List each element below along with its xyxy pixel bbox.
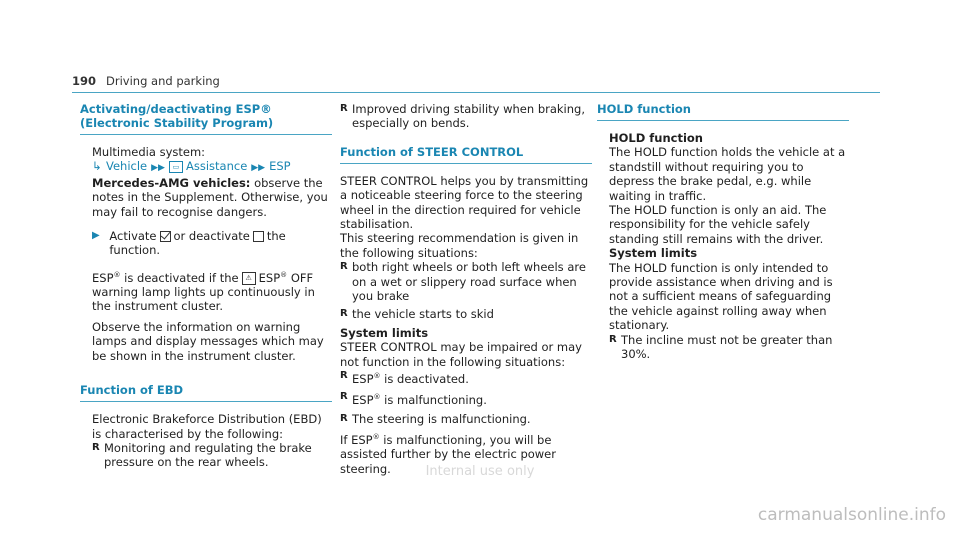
double-chevron-icon: ▶▶	[251, 163, 266, 174]
action-step	[92, 229, 332, 258]
list-item: R Improved driving stability when braking, especially on bends.	[340, 102, 585, 131]
ebd-text: Electronic Brakeforce Distribution (EBD) is characterised by the following:	[92, 412, 322, 441]
section-title: Driving and parking	[106, 74, 220, 88]
list-item: R ESP® is malfunctioning.	[340, 391, 487, 408]
action-activate: Activate	[109, 229, 157, 244]
list-item: R The incline must not be greater than 30%.	[609, 332, 833, 362]
steer-text: STEER CONTROL helps you by transmitting a noticeable steering force to the steering wheel in the direction required for vehicle stabilisation.	[340, 173, 589, 232]
amg-note	[92, 176, 332, 219]
checkbox-checked-icon	[160, 231, 171, 242]
system-limits-heading: System limits	[340, 325, 429, 340]
hook-arrow-icon: ↳	[92, 159, 102, 174]
internal-use-watermark: Internal use only	[425, 464, 535, 479]
checkbox-empty-icon	[253, 231, 264, 242]
action-or: or deactivate	[173, 229, 250, 244]
system-limits-heading: System limits	[609, 246, 698, 261]
hold-text: The HOLD function holds the vehicle at a standstill without requiring you to depress the brake pedal, e.g. while waiting in traffic.	[609, 145, 846, 203]
column-1	[80, 102, 332, 474]
limits-text: STEER CONTROL may be impaired or may not function in the following situations:	[340, 340, 582, 369]
observe-note: Observe the information on warning lamps and display messages which may be shown in the instrument cluster.	[92, 319, 324, 363]
final-note: If ESP® is malfunctioning, you will be assisted further by the electric power steering.	[340, 432, 556, 476]
multimedia-label: Multimedia system:	[92, 145, 206, 159]
action-end: the function.	[109, 229, 286, 258]
amg-label: Mercedes-AMG vehicles:	[92, 175, 251, 190]
double-chevron-icon: ▶▶	[151, 163, 165, 174]
list-item: R both right wheels or both left wheels are on a wet or slippery road surface when you brake	[340, 260, 586, 304]
column-2	[340, 102, 592, 476]
page-number: 190	[72, 74, 97, 88]
esp-off-warning-icon: ⚠	[242, 272, 256, 285]
esp-text: ESP	[92, 270, 114, 285]
vehicle-icon: ▭	[169, 161, 183, 173]
list-item: R The steering is malfunctioning.	[340, 411, 531, 426]
esp-off-text1: is deactivated if the	[124, 270, 239, 285]
hold-aid: The HOLD function is only an aid. The responsibility for the vehicle safely standing still remains with the driver.	[609, 203, 827, 246]
steer-rec: This steering recommendation is given in the following situations:	[340, 231, 579, 260]
hold-subheading: HOLD function	[609, 131, 703, 145]
list-item: R Monitoring and regulating the brake pressure on the rear wheels.	[92, 440, 312, 470]
list-item: R the vehicle starts to skid	[340, 307, 494, 322]
nav-esp: ESP	[269, 159, 291, 174]
header-divider	[72, 92, 880, 93]
hold-heading: HOLD function	[597, 102, 691, 116]
nav-vehicle: Vehicle	[106, 159, 148, 174]
action-triangle-icon: ▶	[92, 230, 100, 242]
esp-heading: Activating/deactivating ESP® (Electronic Stability Program)	[80, 102, 274, 130]
column-3	[597, 102, 849, 366]
nav-assistance: Assistance	[185, 159, 248, 174]
steer-heading: Function of STEER CONTROL	[340, 144, 524, 159]
amg-text: observe the notes in the Supplement. Otherwise, you may fail to recognise dangers.	[92, 175, 328, 219]
page-header	[72, 74, 220, 88]
esp-off-note: ESP® is deactivated if the ⚠ ESP® OFF warning lamp lights up continuously in the instrument cluster.	[92, 270, 315, 314]
nav-path	[92, 159, 332, 175]
esp-off-text3: OFF warning lamp lights up continuously in the instrument cluster.	[92, 270, 315, 314]
esp-off-text2: ESP	[258, 270, 281, 285]
list-item: R ESP® is deactivated.	[340, 370, 469, 386]
hold-limits-text: The HOLD function is only intended to provide assistance when driving and is not a sufficient means of safeguarding the vehicle against rolling away when stationary.	[609, 260, 833, 333]
ebd-heading: Function of EBD	[80, 383, 184, 398]
site-watermark: carmanualsonline.info	[757, 505, 946, 525]
